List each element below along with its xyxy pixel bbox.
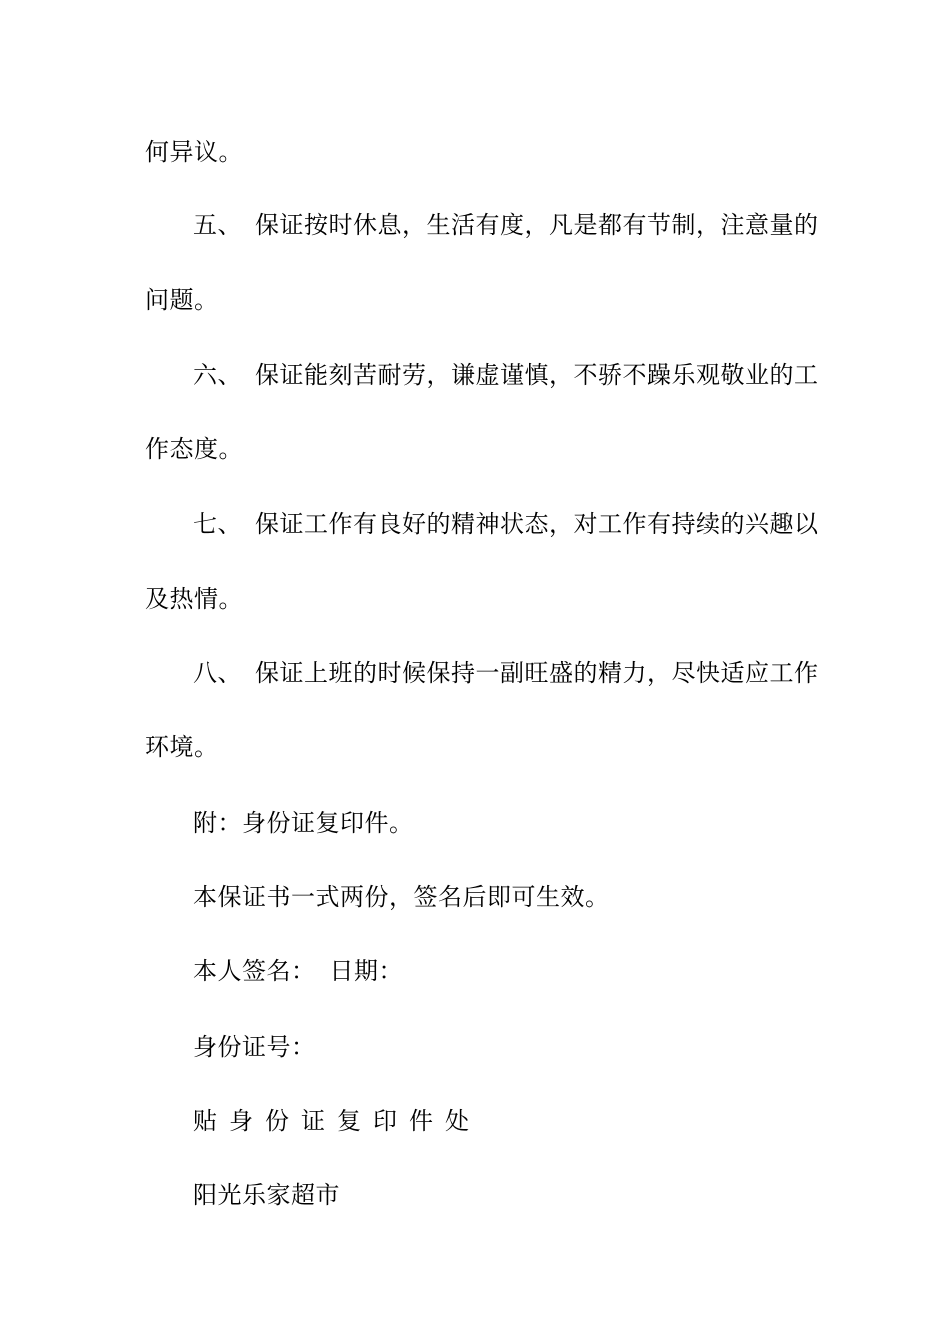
item-8	[193, 658, 819, 688]
continuation-text: 何异议。	[145, 138, 243, 166]
item-5-text: 保证按时休息，生活有度，凡是都有节制，注意量的	[255, 211, 819, 239]
item-6	[193, 360, 819, 390]
signature-line	[193, 956, 403, 986]
item-8-number: 八、	[193, 659, 242, 687]
item-7-text: 保证工作有良好的精神状态，对工作有持续的兴趣以	[255, 510, 819, 538]
item-5	[193, 210, 819, 240]
id-copy-placeholder: 贴身份证复印件处	[193, 1107, 481, 1135]
attachment-note: 附：身份证复印件。	[193, 809, 414, 837]
item-8-text: 保证上班的时候保持一副旺盛的精力，尽快适应工作	[255, 659, 819, 687]
item-6-number: 六、	[193, 361, 242, 389]
date-label: 日期：	[329, 957, 403, 985]
item-6-continuation: 作态度。	[145, 435, 243, 463]
item-7	[193, 509, 819, 539]
signature-label: 本人签名：	[193, 957, 316, 985]
company-name: 阳光乐家超市	[193, 1181, 340, 1209]
item-6-text: 保证能刻苦耐劳，谦虚谨慎，不骄不躁乐观敬业的工	[255, 361, 819, 389]
copies-note: 本保证书一式两份，签名后即可生效。	[193, 883, 610, 911]
item-8-continuation: 环境。	[145, 733, 219, 761]
item-5-continuation: 问题。	[145, 286, 219, 314]
id-number-label: 身份证号：	[193, 1033, 316, 1061]
item-7-number: 七、	[193, 510, 242, 538]
item-7-continuation: 及热情。	[145, 585, 243, 613]
item-5-number: 五、	[193, 211, 242, 239]
